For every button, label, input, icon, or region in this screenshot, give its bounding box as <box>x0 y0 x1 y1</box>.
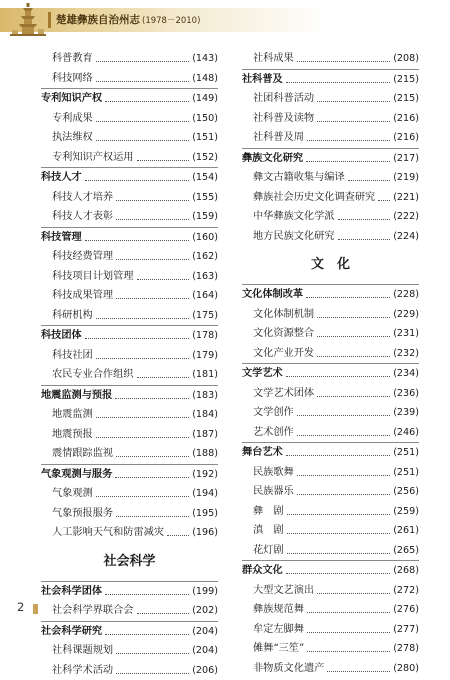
toc-entry-row[interactable] <box>41 601 218 621</box>
toc-page-number: (231) <box>393 324 419 344</box>
toc-chapter-row[interactable] <box>242 442 419 463</box>
toc-entry-title: 彝族规范舞 <box>253 600 304 620</box>
toc-page-number: (179) <box>192 346 218 366</box>
dot-leader <box>96 61 189 62</box>
toc-page-number: (229) <box>393 305 419 325</box>
dot-leader <box>317 121 390 122</box>
dot-leader <box>116 653 189 654</box>
toc-entry-row[interactable] <box>242 384 419 404</box>
toc-entry-title: 地震预报 <box>52 425 93 445</box>
toc-page-number: (175) <box>192 306 218 326</box>
toc-chapter-row[interactable] <box>41 227 218 248</box>
dot-leader <box>286 573 390 574</box>
toc-entry-title: 地震监测 <box>52 405 93 425</box>
toc-page-number: (217) <box>393 149 419 169</box>
toc-entry-title: 震情跟踪监视 <box>52 444 113 464</box>
toc-chapter-row[interactable] <box>41 167 218 188</box>
dot-leader <box>116 673 189 674</box>
toc-page-number: (195) <box>192 504 218 524</box>
dot-leader <box>317 396 390 397</box>
toc-entry-row[interactable] <box>242 482 419 502</box>
toc-page-number: (221) <box>393 188 419 208</box>
toc-page-number: (272) <box>393 581 419 601</box>
toc-entry-title: 彝族社会历史文化调查研究 <box>253 188 375 208</box>
toc-page-number: (150) <box>192 109 218 129</box>
toc-page-number: (192) <box>192 465 218 485</box>
toc-chapter-row[interactable] <box>41 325 218 346</box>
toc-entry-title: 文化资源整合 <box>253 324 314 344</box>
dot-leader <box>116 516 189 517</box>
toc-entry-row[interactable] <box>242 227 419 247</box>
toc-page-number: (187) <box>192 425 218 445</box>
toc-entry-row[interactable] <box>242 639 419 659</box>
dot-leader <box>167 535 189 536</box>
toc-entry-row[interactable] <box>41 109 218 129</box>
toc-entry-row[interactable] <box>41 306 218 326</box>
dot-leader <box>297 494 390 495</box>
toc-entry-row[interactable] <box>41 425 218 445</box>
toc-entry-title: 社科普及 <box>242 70 283 90</box>
dot-leader <box>116 200 189 201</box>
dot-leader <box>317 593 390 594</box>
toc-page-number: (216) <box>393 128 419 148</box>
footer-marker <box>33 604 38 614</box>
book-title: 楚雄彝族自治州志 <box>56 14 140 26</box>
toc-page-number: (219) <box>393 168 419 188</box>
dot-leader <box>96 437 189 438</box>
toc-page-number: (178) <box>192 326 218 346</box>
dot-leader <box>378 200 390 201</box>
dot-leader <box>317 356 390 357</box>
toc-entry-row[interactable] <box>242 403 419 423</box>
toc-page-number: (154) <box>192 168 218 188</box>
toc-entry-row[interactable] <box>41 188 218 208</box>
dot-leader <box>306 297 390 298</box>
toc-entry-title: 社科学术活动 <box>52 661 113 680</box>
dot-leader <box>327 671 390 672</box>
toc-entry-title: 科技人才培养 <box>52 188 113 208</box>
toc-page-number: (261) <box>393 521 419 541</box>
toc-entry-title: 地方民族文化研究 <box>253 227 335 247</box>
dot-leader <box>96 121 189 122</box>
toc-page-number: (265) <box>393 541 419 561</box>
toc-entry-title: 农民专业合作组织 <box>52 365 134 385</box>
toc-entry-title: 科技团体 <box>41 326 82 346</box>
toc-entry-row[interactable] <box>41 69 218 89</box>
toc-page-number: (251) <box>393 463 419 483</box>
toc-entry-title: 文学艺术团体 <box>253 384 314 404</box>
toc-entry-title: 科技项目计划管理 <box>52 267 134 287</box>
toc-page-number: (232) <box>393 344 419 364</box>
toc-page-number: (194) <box>192 484 218 504</box>
dot-leader <box>85 240 189 241</box>
toc-entry-title: 社团科普活动 <box>253 89 314 109</box>
toc-entry-title: 科技成果管理 <box>52 286 113 306</box>
toc-page-number: (159) <box>192 207 218 227</box>
toc-entry-row[interactable] <box>41 504 218 524</box>
toc-entry-title: 社会科学研究 <box>41 622 102 642</box>
toc-page-number: (155) <box>192 188 218 208</box>
toc-entry-title: 专利知识产权 <box>41 89 102 109</box>
toc-page-number: (208) <box>393 49 419 69</box>
toc-entry-title: 文化体制机制 <box>253 305 314 325</box>
toc-page-number: (228) <box>393 285 419 305</box>
dot-leader <box>348 180 391 181</box>
toc-page-number: (206) <box>192 661 218 680</box>
dot-leader <box>105 101 189 102</box>
toc-entry-row[interactable] <box>242 109 419 129</box>
running-header <box>0 0 450 48</box>
toc-entry-row[interactable] <box>242 168 419 188</box>
toc-entry-row[interactable] <box>242 423 419 443</box>
toc-page-number: (184) <box>192 405 218 425</box>
toc-entry-title: 社科普及读物 <box>253 109 314 129</box>
toc-entry-title: 文化体制改革 <box>242 285 303 305</box>
toc-entry-title: 花灯剧 <box>253 541 284 561</box>
toc-page-number: (278) <box>393 639 419 659</box>
toc-entry-title: 科技人才表彰 <box>52 207 113 227</box>
toc-entry-row[interactable] <box>41 286 218 306</box>
dot-leader <box>297 435 390 436</box>
toc-entry-row[interactable] <box>41 641 218 661</box>
toc-entry-row[interactable] <box>41 346 218 366</box>
toc-entry-row[interactable] <box>242 49 419 69</box>
toc-page-number: (215) <box>393 70 419 90</box>
toc-page-number: (268) <box>393 561 419 581</box>
page-number: 2 <box>17 600 24 614</box>
toc-page-number: (204) <box>192 641 218 661</box>
dot-leader <box>338 219 391 220</box>
pagoda-logo-icon <box>10 2 46 36</box>
dot-leader <box>105 594 189 595</box>
dot-leader <box>307 651 390 652</box>
toc-entry-title: 专利成果 <box>52 109 93 129</box>
toc-page-number: (202) <box>192 601 218 621</box>
toc-entry-row[interactable] <box>242 502 419 522</box>
toc-entry-row[interactable] <box>41 661 218 680</box>
toc-entry-row[interactable] <box>41 148 218 168</box>
dot-leader <box>116 456 189 457</box>
toc-page-number: (236) <box>393 384 419 404</box>
toc-entry-title: 文学创作 <box>253 403 294 423</box>
dot-leader <box>287 533 391 534</box>
toc-entry-title: 科技管理 <box>41 228 82 248</box>
header-title <box>56 12 200 29</box>
dot-leader <box>317 336 390 337</box>
toc-entry-row[interactable] <box>242 89 419 109</box>
toc-entry-row[interactable] <box>242 521 419 541</box>
toc-page-number: (234) <box>393 364 419 384</box>
toc-entry-row[interactable] <box>41 523 218 543</box>
dot-leader <box>96 496 189 497</box>
toc-entry-title: 彝 剧 <box>253 502 284 522</box>
toc-page-number: (148) <box>192 69 218 89</box>
toc-entry-row[interactable] <box>41 128 218 148</box>
toc-entry-title: 舞台艺术 <box>242 443 283 463</box>
toc-entry-row[interactable] <box>242 463 419 483</box>
toc-page-number: (222) <box>393 207 419 227</box>
toc-entry-title: 非物质文化遗产 <box>253 659 324 679</box>
toc-page-number: (149) <box>192 89 218 109</box>
dot-leader <box>116 298 189 299</box>
toc-page-number: (163) <box>192 267 218 287</box>
toc-entry-title: 人工影响天气和防雷减灾 <box>52 523 164 543</box>
dot-leader <box>297 415 390 416</box>
toc-entry-title: 大型文艺演出 <box>253 581 314 601</box>
toc-chapter-row[interactable] <box>242 284 419 305</box>
toc-entry-title: 气象预报服务 <box>52 504 113 524</box>
dot-leader <box>96 81 189 82</box>
toc-entry-title: 社会科学团体 <box>41 582 102 602</box>
toc-entry-row[interactable] <box>242 324 419 344</box>
toc-entry-title: 傩舞“三笙” <box>253 639 304 659</box>
toc-chapter-row[interactable] <box>41 88 218 109</box>
dot-leader <box>317 317 390 318</box>
toc-page-number: (152) <box>192 148 218 168</box>
toc-entry-title: 地震监测与预报 <box>41 386 112 406</box>
dot-leader <box>306 161 390 162</box>
section-heading: 社会科学 <box>41 543 218 581</box>
toc-chapter-row[interactable] <box>242 560 419 581</box>
toc-entry-row[interactable] <box>41 49 218 69</box>
dot-leader <box>85 338 189 339</box>
toc-entry-row[interactable] <box>242 305 419 325</box>
dot-leader <box>286 455 390 456</box>
toc-entry-title: 文化产业开发 <box>253 344 314 364</box>
toc-chapter-row[interactable] <box>242 69 419 90</box>
dot-leader <box>307 140 390 141</box>
toc-entry-row[interactable] <box>41 207 218 227</box>
dot-leader <box>137 160 190 161</box>
dot-leader <box>116 219 189 220</box>
toc-entry-row[interactable] <box>41 484 218 504</box>
toc-entry-title: 社会科学界联合会 <box>52 601 134 621</box>
toc-entry-row[interactable] <box>242 541 419 561</box>
dot-leader <box>307 612 390 613</box>
toc-entry-row[interactable] <box>242 600 419 620</box>
toc-page-number: (188) <box>192 444 218 464</box>
toc-page-number: (251) <box>393 443 419 463</box>
toc-page-number: (160) <box>192 228 218 248</box>
toc-entry-title: 彝文古籍收集与编译 <box>253 168 345 188</box>
dot-leader <box>307 632 390 633</box>
toc-page-number: (259) <box>393 502 419 522</box>
toc-entry-row[interactable] <box>242 581 419 601</box>
toc-chapter-row[interactable] <box>41 464 218 485</box>
dot-leader <box>96 140 189 141</box>
toc-page-number: (215) <box>393 89 419 109</box>
toc-entry-title: 气象观测与服务 <box>41 465 112 485</box>
toc-entry-title: 中华彝族文化学派 <box>253 207 335 227</box>
header-divider <box>48 12 51 28</box>
toc-entry-title: 群众文化 <box>242 561 283 581</box>
toc-entry-title: 社科普及周 <box>253 128 304 148</box>
toc-chapter-row[interactable] <box>242 363 419 384</box>
toc-entry-row[interactable] <box>41 444 218 464</box>
toc-entry-title: 执法维权 <box>52 128 93 148</box>
toc-entry-row[interactable] <box>41 267 218 287</box>
dot-leader <box>286 82 390 83</box>
toc-entry-title: 气象观测 <box>52 484 93 504</box>
toc-entry-title: 社科课题规划 <box>52 641 113 661</box>
dot-leader <box>287 514 391 515</box>
toc-entry-row[interactable] <box>242 620 419 640</box>
dot-leader <box>85 180 189 181</box>
toc-entry-title: 科研机构 <box>52 306 93 326</box>
dot-leader <box>286 376 390 377</box>
toc-entry-title: 专利知识产权运用 <box>52 148 134 168</box>
toc-entry-title: 民族器乐 <box>253 482 294 502</box>
toc-entry-title: 民族歌舞 <box>253 463 294 483</box>
toc-page-number: (183) <box>192 386 218 406</box>
toc-page-number: (196) <box>192 523 218 543</box>
toc-page-number: (224) <box>393 227 419 247</box>
toc-entry-row[interactable] <box>242 659 419 679</box>
dot-leader <box>116 259 189 260</box>
toc-page-number: (151) <box>192 128 218 148</box>
dot-leader <box>137 377 190 378</box>
dot-leader <box>338 239 391 240</box>
toc-entry-row[interactable] <box>41 365 218 385</box>
toc-page-number: (162) <box>192 247 218 267</box>
toc-entry-title: 科普教育 <box>52 49 93 69</box>
toc-entry-row[interactable] <box>41 247 218 267</box>
toc-page-number: (280) <box>393 659 419 679</box>
toc-entry-title: 彝族文化研究 <box>242 149 303 169</box>
toc-entry-row[interactable] <box>242 344 419 364</box>
dot-leader <box>96 358 189 359</box>
dot-leader <box>115 398 189 399</box>
dot-leader <box>297 61 390 62</box>
dot-leader <box>115 477 189 478</box>
toc-page-number: (143) <box>192 49 218 69</box>
toc-page-number: (239) <box>393 403 419 423</box>
toc-page-number: (164) <box>192 286 218 306</box>
toc-entry-title: 艺术创作 <box>253 423 294 443</box>
toc-page-number: (256) <box>393 482 419 502</box>
toc-right-column <box>242 49 419 678</box>
toc-page-number: (204) <box>192 622 218 642</box>
toc-entry-title: 科技网络 <box>52 69 93 89</box>
section-heading: 文 化 <box>242 246 419 284</box>
toc-page-number: (181) <box>192 365 218 385</box>
toc-entry-title: 科技人才 <box>41 168 82 188</box>
dot-leader <box>137 613 190 614</box>
toc-page-number: (277) <box>393 620 419 640</box>
toc-chapter-row[interactable] <box>242 148 419 169</box>
toc-page-number: (216) <box>393 109 419 129</box>
toc-entry-title: 科技社团 <box>52 346 93 366</box>
dot-leader <box>317 101 390 102</box>
toc-entry-title: 文学艺术 <box>242 364 283 384</box>
toc-page-number: (276) <box>393 600 419 620</box>
toc-entry-title: 科技经费管理 <box>52 247 113 267</box>
toc-left-column <box>41 49 218 680</box>
book-years: (1978－2010) <box>142 16 200 26</box>
toc-entry-title: 滇 剧 <box>253 521 284 541</box>
dot-leader <box>96 417 189 418</box>
toc-entry-row[interactable] <box>242 207 419 227</box>
toc-entry-row[interactable] <box>242 188 419 208</box>
dot-leader <box>287 553 391 554</box>
toc-chapter-row[interactable] <box>41 581 218 602</box>
toc-chapter-row[interactable] <box>41 385 218 406</box>
toc-entry-row[interactable] <box>41 405 218 425</box>
dot-leader <box>137 279 190 280</box>
toc-entry-title: 社科成果 <box>253 49 294 69</box>
toc-entry-title: 牟定左脚舞 <box>253 620 304 640</box>
dot-leader <box>96 318 189 319</box>
toc-page-number: (246) <box>393 423 419 443</box>
dot-leader <box>297 475 390 476</box>
toc-chapter-row[interactable] <box>41 621 218 642</box>
toc-page-number: (199) <box>192 582 218 602</box>
toc-entry-row[interactable] <box>242 128 419 148</box>
